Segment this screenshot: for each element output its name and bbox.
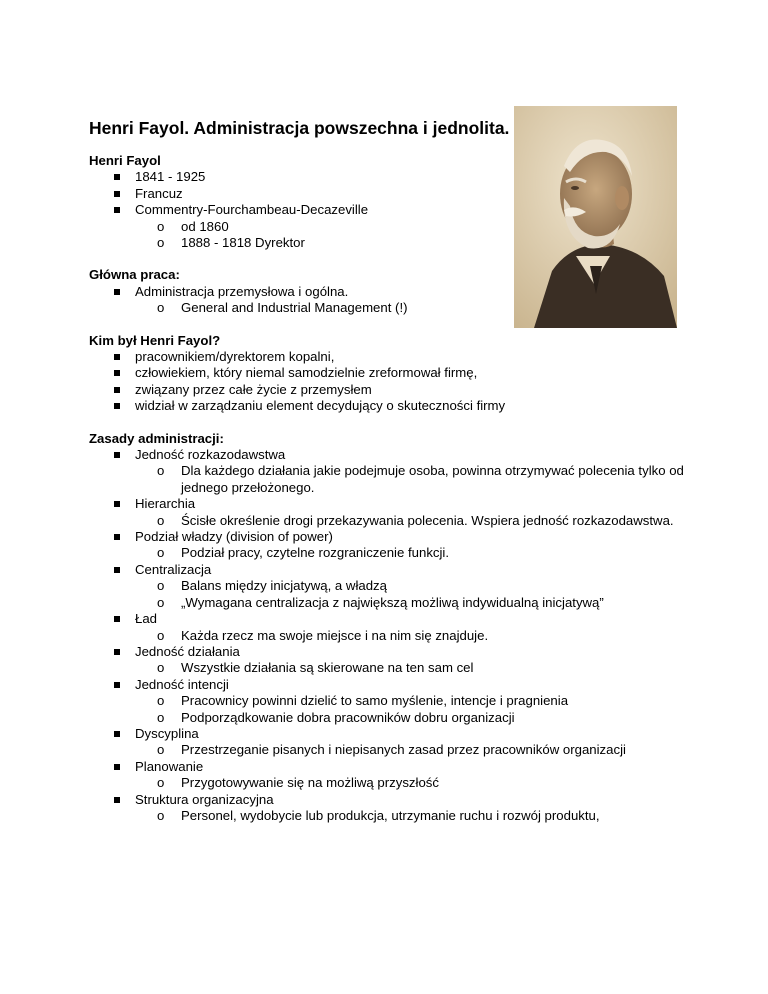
list-item-text: widział w zarządzaniu element decydujący o skuteczności firmy [135, 398, 506, 414]
circle-bullet-icon: o [157, 807, 165, 823]
bullet-list [89, 169, 689, 251]
list-item-text: Commentry-Fourchambeau-Decazeville [135, 202, 369, 218]
list-item-text: Podział władzy (division of power) [135, 529, 333, 545]
list-item-text: związany przez całe życie z przemysłem [135, 381, 372, 397]
square-bullet-icon [114, 207, 120, 213]
sub-list-item [89, 235, 689, 251]
square-bullet-icon [114, 403, 120, 409]
square-bullet-icon [114, 191, 120, 197]
circle-bullet-icon: o [157, 512, 165, 528]
square-bullet-icon [114, 174, 120, 180]
list-item [89, 365, 689, 381]
circle-bullet-icon: o [157, 742, 165, 758]
circle-bullet-icon: o [157, 300, 165, 316]
square-bullet-icon [114, 649, 120, 655]
square-bullet-icon [114, 616, 120, 622]
sub-list-item-text: Wszystkie działania są skierowane na ten sam cel [181, 660, 474, 676]
circle-bullet-icon: o [157, 660, 165, 676]
sub-list-item-text: 1888 - 1818 Dyrektor [181, 235, 305, 251]
list-item-text: 1841 - 1925 [135, 169, 206, 185]
sub-list-item-text: od 1860 [181, 218, 229, 234]
sub-list-item [89, 775, 689, 791]
sub-list-item [89, 219, 689, 235]
list-item [89, 726, 689, 742]
list-item [89, 529, 689, 545]
section [89, 333, 689, 415]
square-bullet-icon [114, 354, 120, 360]
sub-list-item-text: Balans między inicjatywą, a władzą [181, 578, 387, 594]
bullet-list [89, 447, 689, 824]
square-bullet-icon [114, 289, 120, 295]
sub-list-item-text: Ścisłe określenie drogi przekazywania polecenia. Wspiera jedność rozkazodawstwa. [181, 512, 674, 528]
circle-bullet-icon: o [157, 693, 165, 709]
sub-list-item-text: Podporządkowanie dobra pracowników dobru organizacji [181, 709, 515, 725]
section-heading: Główna praca: [89, 267, 180, 283]
sub-list-item-text: Pracownicy powinni dzielić to samo myślenie, intencje i pragnienia [181, 693, 569, 709]
list-item-text: człowiekiem, który niemal samodzielnie zreformował firmę, [135, 365, 478, 381]
list-item [89, 644, 689, 660]
sub-list-item [89, 513, 689, 529]
sub-list-item [89, 742, 689, 758]
list-item [89, 496, 689, 512]
sub-list-item [89, 595, 689, 611]
square-bullet-icon [114, 731, 120, 737]
list-item-text: Administracja przemysłowa i ogólna. [135, 283, 349, 299]
list-item [89, 398, 689, 414]
list-item [89, 382, 689, 398]
circle-bullet-icon: o [157, 578, 165, 594]
section [89, 267, 689, 316]
list-item [89, 677, 689, 693]
sub-list-item-text: Przygotowywanie się na możliwą przyszłość [181, 775, 439, 791]
square-bullet-icon [114, 534, 120, 540]
list-item-text: pracownikiem/dyrektorem kopalni, [135, 349, 335, 365]
sub-list-item-text: General and Industrial Management (!) [181, 300, 408, 316]
section [89, 431, 689, 825]
sub-list-item [89, 545, 689, 561]
list-item [89, 562, 689, 578]
square-bullet-icon [114, 682, 120, 688]
list-item [89, 186, 689, 202]
sub-list-item-text: „Wymagana centralizacja z największą możliwą indywidualną inicjatywą” [181, 594, 604, 610]
list-item [89, 611, 689, 627]
list-item-text: Hierarchia [135, 496, 196, 512]
sub-list-item [89, 578, 689, 594]
list-item [89, 447, 689, 463]
square-bullet-icon [114, 370, 120, 376]
list-item-text: Centralizacja [135, 561, 212, 577]
section-heading: Kim był Henri Fayol? [89, 332, 221, 348]
list-item-text: Jedność rozkazodawstwa [135, 447, 286, 463]
list-item-text: Dyscyplina [135, 725, 199, 741]
sub-list-item-text: Każda rzecz ma swoje miejsce i na nim się znajduje. [181, 627, 489, 643]
sub-list-item [89, 463, 689, 496]
sub-list-item [89, 808, 689, 824]
circle-bullet-icon: o [157, 218, 165, 234]
square-bullet-icon [114, 797, 120, 803]
list-item [89, 349, 689, 365]
bullet-list [89, 284, 689, 317]
sub-list-item [89, 693, 689, 709]
sub-list-item [89, 628, 689, 644]
document-title: Henri Fayol. Administracja powszechna i jednolita. [89, 118, 510, 138]
sub-list-item [89, 710, 689, 726]
list-item-text: Struktura organizacyjna [135, 791, 274, 807]
sub-list-item-text: Przestrzeganie pisanych i niepisanych zasad przez pracowników organizacji [181, 742, 626, 758]
list-item [89, 284, 689, 300]
section-heading: Zasady administracji: [89, 430, 224, 446]
square-bullet-icon [114, 567, 120, 573]
list-item-text: Planowanie [135, 758, 204, 774]
list-item-text: Jedność intencji [135, 676, 229, 692]
circle-bullet-icon: o [157, 594, 165, 610]
circle-bullet-icon: o [157, 235, 165, 251]
list-item-text: Ład [135, 611, 158, 627]
sub-list-item-text: Dla każdego działania jakie podejmuje osoba, powinna otrzymywać polecenia tylko od jednego przełożonego. [181, 463, 684, 495]
circle-bullet-icon: o [157, 463, 165, 479]
list-item [89, 759, 689, 775]
bullet-list [89, 349, 689, 415]
square-bullet-icon [114, 764, 120, 770]
circle-bullet-icon: o [157, 545, 165, 561]
sub-list-item-text: Personel, wydobycie lub produkcja, utrzymanie ruchu i rozwój produktu, [181, 807, 600, 823]
square-bullet-icon [114, 387, 120, 393]
document-body [89, 153, 689, 840]
circle-bullet-icon: o [157, 709, 165, 725]
square-bullet-icon [114, 452, 120, 458]
sub-list-item-text: Podział pracy, czytelne rozgraniczenie funkcji. [181, 545, 450, 561]
circle-bullet-icon: o [157, 775, 165, 791]
sub-list-item [89, 300, 689, 316]
section [89, 153, 689, 251]
sub-list-item [89, 660, 689, 676]
list-item [89, 202, 689, 218]
square-bullet-icon [114, 501, 120, 507]
list-item-text: Jedność działania [135, 643, 240, 659]
circle-bullet-icon: o [157, 627, 165, 643]
list-item-text: Francuz [135, 185, 183, 201]
list-item [89, 792, 689, 808]
list-item [89, 169, 689, 185]
section-heading: Henri Fayol [89, 153, 161, 168]
